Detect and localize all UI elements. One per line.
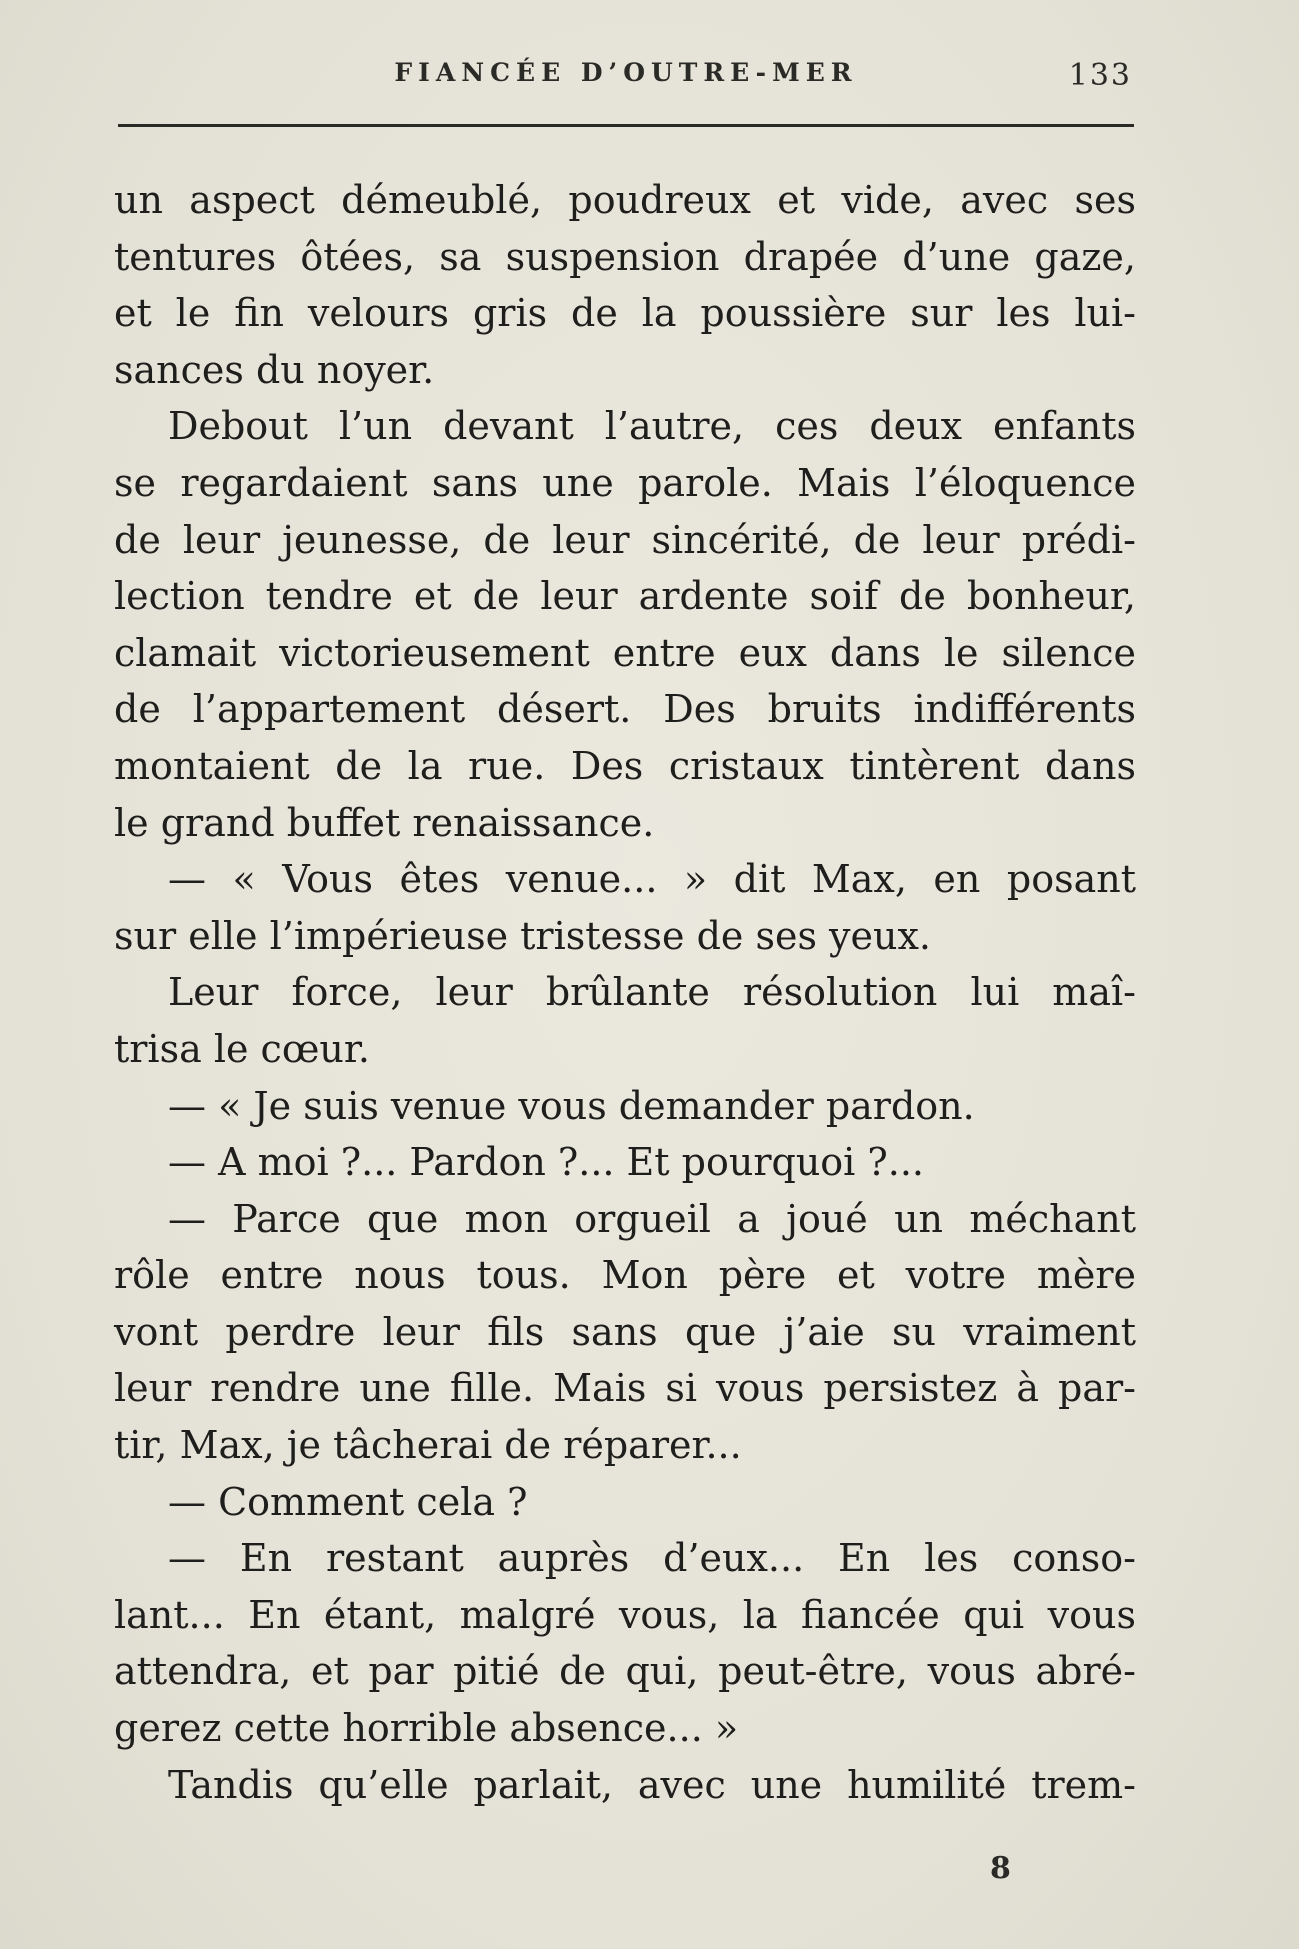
text-line: le grand buffet renaissance. (114, 800, 655, 845)
text-line: — « Je suis venue vous demander pardon. (168, 1083, 975, 1128)
text-line: rôle entre nous tous. Mon père et votre mère (114, 1253, 1136, 1298)
text-line: et le fin velours gris de la poussière sur les lui- (114, 291, 1136, 336)
text-line: — « Vous êtes venue... » dit Max, en posant (168, 857, 1136, 902)
text-line: de leur jeunesse, de leur sincérité, de leur prédi- (114, 517, 1136, 562)
header-rule (118, 124, 1134, 127)
text-line: sances du noyer. (114, 347, 435, 392)
text-line: sur elle l’impérieuse tristesse de ses yeux. (114, 913, 931, 958)
text-line: Tandis qu’elle parlait, avec une humilité trem- (168, 1762, 1136, 1807)
text-line: Leur force, leur brûlante résolution lui maî- (168, 970, 1136, 1015)
text-line: clamait victorieusement entre eux dans le silence (114, 630, 1136, 675)
text-line: de l’appartement désert. Des bruits indifférents (114, 687, 1136, 732)
text-line: tentures ôtées, sa suspension drapée d’une gaze, (114, 234, 1136, 279)
text-line: vont perdre leur fils sans que j’aie su vraiment (114, 1309, 1136, 1354)
text-line: tir, Max, je tâcherai de réparer... (114, 1423, 742, 1468)
text-line: trisa le cœur. (114, 1026, 370, 1071)
text-line: un aspect démeublé, poudreux et vide, avec ses (114, 178, 1136, 222)
running-head (118, 58, 1134, 98)
text-line: lant... En étant, malgré vous, la fiancée qui vous (114, 1592, 1136, 1637)
text-line: lection tendre et de leur ardente soif de bonheur, (114, 574, 1136, 619)
running-title: FIANCÉE D’OUTRE-MER (394, 58, 858, 87)
signature-mark: 8 (990, 1851, 1011, 1886)
body-text (114, 172, 1136, 1813)
text-line: montaient de la rue. Des cristaux tintèrent dans (114, 743, 1136, 788)
text-line: Debout l’un devant l’autre, ces deux enfants (168, 404, 1136, 449)
text-line: — En restant auprès d’eux... En les conso- (168, 1536, 1136, 1581)
page-number: 133 (1068, 58, 1132, 93)
text-line: — Parce que mon orgueil a joué un méchant (168, 1196, 1136, 1241)
text-line: attendra, et par pitié de qui, peut-être, vous abré- (114, 1649, 1136, 1694)
text-line: se regardaient sans une parole. Mais l’éloquence (114, 460, 1136, 505)
text-line: — A moi ?... Pardon ?... Et pourquoi ?... (168, 1140, 925, 1185)
text-line: — Comment cela ? (168, 1479, 528, 1524)
text-line: gerez cette horrible absence... » (114, 1706, 739, 1751)
text-line: leur rendre une fille. Mais si vous persistez à par- (114, 1366, 1136, 1411)
